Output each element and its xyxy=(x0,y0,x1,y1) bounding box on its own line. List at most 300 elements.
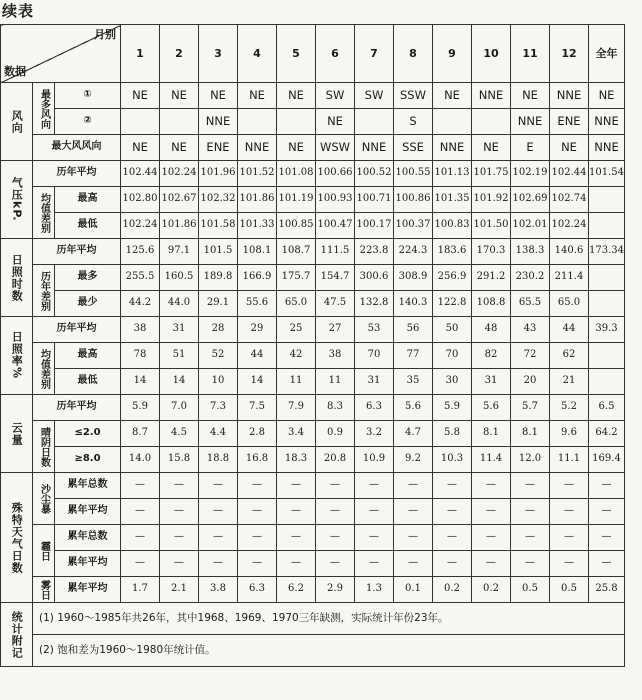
data-cell: — xyxy=(316,499,355,525)
data-cell: SW xyxy=(316,83,355,109)
data-cell: 8.1 xyxy=(472,421,511,447)
data-cell: 160.5 xyxy=(160,265,199,291)
data-cell: 140.3 xyxy=(394,291,433,317)
data-cell: 100.66 xyxy=(316,161,355,187)
row-sub-label: 最高 xyxy=(55,187,121,213)
data-cell: 77 xyxy=(394,343,433,369)
data-cell: 308.9 xyxy=(394,265,433,291)
data-cell: 102.80 xyxy=(121,187,160,213)
data-cell: NE xyxy=(160,83,199,109)
data-cell: 12.0 xyxy=(511,447,550,473)
data-cell: — xyxy=(277,551,316,577)
data-cell: 65.0 xyxy=(550,291,589,317)
data-cell: 21 xyxy=(550,369,589,395)
data-cell: NE xyxy=(433,83,472,109)
data-cell: 7.5 xyxy=(238,395,277,421)
row-sub-label: ≥8.0 xyxy=(55,447,121,473)
data-cell: 53 xyxy=(355,317,394,343)
row-group-label: 最多风向 xyxy=(33,83,55,135)
data-cell: — xyxy=(160,473,199,499)
data-cell: 56 xyxy=(394,317,433,343)
data-cell: — xyxy=(433,499,472,525)
data-cell: — xyxy=(472,551,511,577)
data-cell: 101.75 xyxy=(472,161,511,187)
data-cell: NE xyxy=(277,83,316,109)
data-cell: — xyxy=(355,551,394,577)
data-cell: 10 xyxy=(199,369,238,395)
data-cell: 230.2 xyxy=(511,265,550,291)
data-cell: 102.01 xyxy=(511,213,550,239)
data-cell: 65.0 xyxy=(277,291,316,317)
data-cell: 20.8 xyxy=(316,447,355,473)
table-row xyxy=(1,83,625,109)
data-cell: NNE xyxy=(550,83,589,109)
data-cell: 101.33 xyxy=(238,213,277,239)
month-header: 全年 xyxy=(589,25,625,83)
data-cell: 102.32 xyxy=(199,187,238,213)
data-cell: NE xyxy=(121,83,160,109)
data-cell: 183.6 xyxy=(433,239,472,265)
data-cell xyxy=(160,109,199,135)
data-cell: — xyxy=(160,525,199,551)
data-cell: 25 xyxy=(277,317,316,343)
data-cell: 82 xyxy=(472,343,511,369)
data-cell: 100.93 xyxy=(316,187,355,213)
section-label: 日照时数 xyxy=(1,239,33,317)
month-header: 8 xyxy=(394,25,433,83)
data-cell: — xyxy=(238,525,277,551)
month-header: 6 xyxy=(316,25,355,83)
data-cell: 0.2 xyxy=(472,577,511,603)
data-cell: 102.74 xyxy=(550,187,589,213)
data-cell: ENE xyxy=(550,109,589,135)
data-cell xyxy=(589,291,625,317)
data-cell: 102.24 xyxy=(550,213,589,239)
table-row xyxy=(1,239,625,265)
row-sub-label: 累年平均 xyxy=(55,499,121,525)
data-cell: — xyxy=(121,551,160,577)
data-cell: NNE xyxy=(433,135,472,161)
data-cell: NE xyxy=(238,83,277,109)
data-cell: 101.08 xyxy=(277,161,316,187)
data-cell: 51 xyxy=(160,343,199,369)
data-cell: 6.2 xyxy=(277,577,316,603)
data-cell: 5.7 xyxy=(511,395,550,421)
data-cell: — xyxy=(199,473,238,499)
data-cell: 18.8 xyxy=(199,447,238,473)
data-cell: 70 xyxy=(433,343,472,369)
data-cell: — xyxy=(121,499,160,525)
row-group-label: 沙尘暴 xyxy=(33,473,55,525)
table-row xyxy=(1,265,625,291)
table-row xyxy=(1,317,625,343)
data-cell: 44.2 xyxy=(121,291,160,317)
data-cell: 8.7 xyxy=(121,421,160,447)
climate-data-table xyxy=(0,24,625,667)
data-cell: 14 xyxy=(238,369,277,395)
data-cell: NNE xyxy=(511,109,550,135)
note-row xyxy=(1,603,625,635)
data-cell: 2.9 xyxy=(316,577,355,603)
data-cell: 1.3 xyxy=(355,577,394,603)
data-cell: 47.5 xyxy=(316,291,355,317)
data-cell: 3.4 xyxy=(277,421,316,447)
data-cell: — xyxy=(199,525,238,551)
data-cell: 39.3 xyxy=(589,317,625,343)
data-cell xyxy=(433,109,472,135)
data-cell: — xyxy=(238,473,277,499)
data-cell: — xyxy=(160,499,199,525)
data-cell: 11.1 xyxy=(550,447,589,473)
data-cell: 31 xyxy=(355,369,394,395)
month-header: 7 xyxy=(355,25,394,83)
data-cell: — xyxy=(355,525,394,551)
month-header: 3 xyxy=(199,25,238,83)
data-cell xyxy=(238,109,277,135)
data-cell: — xyxy=(121,473,160,499)
data-cell: 101.58 xyxy=(199,213,238,239)
data-cell: — xyxy=(394,525,433,551)
month-header: 1 xyxy=(121,25,160,83)
data-cell: 100.86 xyxy=(394,187,433,213)
row-group-label: 晴阴日数 xyxy=(33,421,55,473)
data-cell: — xyxy=(589,499,625,525)
data-cell: 102.67 xyxy=(160,187,199,213)
data-cell: NE xyxy=(472,135,511,161)
data-cell: 14 xyxy=(121,369,160,395)
data-label: 数据 xyxy=(4,65,26,79)
data-cell: NNE xyxy=(589,109,625,135)
data-cell: 5.2 xyxy=(550,395,589,421)
data-cell: 4.7 xyxy=(394,421,433,447)
month-header: 11 xyxy=(511,25,550,83)
table-row xyxy=(1,551,625,577)
row-label: 历年平均 xyxy=(33,239,121,265)
table-row xyxy=(1,187,625,213)
data-cell: 9.6 xyxy=(550,421,589,447)
data-cell: SSE xyxy=(394,135,433,161)
data-cell: 28 xyxy=(199,317,238,343)
data-cell: 44.0 xyxy=(160,291,199,317)
data-cell: 169.4 xyxy=(589,447,625,473)
data-cell: 3.8 xyxy=(199,577,238,603)
data-cell: 5.8 xyxy=(433,421,472,447)
row-group-label: 均值差别 xyxy=(33,187,55,239)
data-cell: 100.47 xyxy=(316,213,355,239)
section-label: 日照率% xyxy=(1,317,33,395)
data-cell xyxy=(121,109,160,135)
data-cell: 31 xyxy=(472,369,511,395)
data-cell: 38 xyxy=(316,343,355,369)
data-cell: ENE xyxy=(199,135,238,161)
data-cell: — xyxy=(433,473,472,499)
data-cell: — xyxy=(550,473,589,499)
data-cell: 9.2 xyxy=(394,447,433,473)
data-cell: 300.6 xyxy=(355,265,394,291)
data-cell: — xyxy=(199,499,238,525)
data-cell: 6.5 xyxy=(589,395,625,421)
data-cell: 10.9 xyxy=(355,447,394,473)
data-cell: 101.86 xyxy=(160,213,199,239)
data-cell: 4.5 xyxy=(160,421,199,447)
data-cell: — xyxy=(316,525,355,551)
data-cell: 170.3 xyxy=(472,239,511,265)
data-cell: 173.34 xyxy=(589,239,625,265)
data-cell: 101.86 xyxy=(238,187,277,213)
month-label: 月别 xyxy=(94,28,116,41)
data-cell: 2.1 xyxy=(160,577,199,603)
data-cell: 102.24 xyxy=(121,213,160,239)
data-cell: 100.71 xyxy=(355,187,394,213)
data-cell: — xyxy=(316,473,355,499)
data-cell: 8.1 xyxy=(511,421,550,447)
month-header: 4 xyxy=(238,25,277,83)
row-sub-label: 累年总数 xyxy=(55,473,121,499)
data-cell: 101.5 xyxy=(199,239,238,265)
table-row xyxy=(1,525,625,551)
data-cell: NE xyxy=(316,109,355,135)
data-cell: NNE xyxy=(472,83,511,109)
data-cell: 55.6 xyxy=(238,291,277,317)
data-cell: 15.8 xyxy=(160,447,199,473)
data-cell: 3.2 xyxy=(355,421,394,447)
data-cell: 31 xyxy=(160,317,199,343)
table-row xyxy=(1,343,625,369)
data-cell: 20 xyxy=(511,369,550,395)
data-cell: 11 xyxy=(316,369,355,395)
data-cell: 102.19 xyxy=(511,161,550,187)
data-cell xyxy=(277,109,316,135)
data-cell: 11 xyxy=(277,369,316,395)
data-cell: — xyxy=(121,525,160,551)
data-cell xyxy=(355,109,394,135)
data-cell: NE xyxy=(589,83,625,109)
data-cell: 101.35 xyxy=(433,187,472,213)
data-cell: 122.8 xyxy=(433,291,472,317)
table-row xyxy=(1,577,625,603)
data-cell: 7.3 xyxy=(199,395,238,421)
row-sub-label: ≤2.0 xyxy=(55,421,121,447)
data-cell: 101.92 xyxy=(472,187,511,213)
data-cell xyxy=(589,369,625,395)
data-cell: 102.44 xyxy=(550,161,589,187)
data-cell: 132.8 xyxy=(355,291,394,317)
note-line: (2) 饱和差为1960～1980年统计值。 xyxy=(33,635,625,667)
row-sub-label: 最低 xyxy=(55,213,121,239)
data-cell: — xyxy=(472,473,511,499)
data-cell: 0.5 xyxy=(511,577,550,603)
data-cell xyxy=(589,213,625,239)
data-cell: — xyxy=(355,473,394,499)
data-cell: 224.3 xyxy=(394,239,433,265)
row-label: 历年平均 xyxy=(33,161,121,187)
row-sub-label: 累年平均 xyxy=(55,551,121,577)
data-cell xyxy=(589,187,625,213)
data-cell: 48 xyxy=(472,317,511,343)
data-cell: — xyxy=(433,551,472,577)
data-cell: 102.24 xyxy=(160,161,199,187)
row-group-label: 历年差别 xyxy=(33,265,55,317)
data-cell: NE xyxy=(550,135,589,161)
data-cell: 1.7 xyxy=(121,577,160,603)
data-cell: 4.4 xyxy=(199,421,238,447)
data-cell: S xyxy=(394,109,433,135)
row-label: 历年平均 xyxy=(33,317,121,343)
data-cell: 100.85 xyxy=(277,213,316,239)
data-cell: 102.69 xyxy=(511,187,550,213)
data-cell: 6.3 xyxy=(355,395,394,421)
data-cell: 14.0 xyxy=(121,447,160,473)
section-label: 风向 xyxy=(1,83,33,161)
data-cell: 29.1 xyxy=(199,291,238,317)
data-cell xyxy=(589,265,625,291)
data-cell: NE xyxy=(199,83,238,109)
data-cell: 14 xyxy=(160,369,199,395)
data-cell: 175.7 xyxy=(277,265,316,291)
row-sub-label: 最高 xyxy=(55,343,121,369)
data-cell: 0.2 xyxy=(433,577,472,603)
data-cell xyxy=(472,109,511,135)
data-cell: 101.52 xyxy=(238,161,277,187)
data-cell: 211.4 xyxy=(550,265,589,291)
data-cell: 2.8 xyxy=(238,421,277,447)
notes-label: 统计附记 xyxy=(1,603,33,667)
row-group-label: 均值差别 xyxy=(33,343,55,395)
data-cell: 101.19 xyxy=(277,187,316,213)
data-cell: 100.55 xyxy=(394,161,433,187)
note-line: (1) 1960～1985年共26年，其中1968、1969、1970三年缺测，实际统计年份23年。 xyxy=(33,603,625,635)
data-cell: 154.7 xyxy=(316,265,355,291)
data-cell: 5.9 xyxy=(433,395,472,421)
data-cell: — xyxy=(394,499,433,525)
data-cell: SW xyxy=(355,83,394,109)
table-row xyxy=(1,109,625,135)
data-cell: 78 xyxy=(121,343,160,369)
data-cell: — xyxy=(511,551,550,577)
row-sub-label: ① xyxy=(55,83,121,109)
data-cell: 50 xyxy=(433,317,472,343)
data-cell: — xyxy=(355,499,394,525)
month-header: 10 xyxy=(472,25,511,83)
row-sub-label: ② xyxy=(55,109,121,135)
data-cell: 72 xyxy=(511,343,550,369)
section-label: 气压kP. xyxy=(1,161,33,239)
data-cell: 100.83 xyxy=(433,213,472,239)
data-cell: 65.5 xyxy=(511,291,550,317)
data-cell: 256.9 xyxy=(433,265,472,291)
data-cell: 111.5 xyxy=(316,239,355,265)
data-cell: 25.8 xyxy=(589,577,625,603)
data-cell: — xyxy=(511,473,550,499)
data-cell: 29 xyxy=(238,317,277,343)
note-row xyxy=(1,635,625,667)
month-header: 5 xyxy=(277,25,316,83)
data-cell: 255.5 xyxy=(121,265,160,291)
data-cell: 35 xyxy=(394,369,433,395)
data-cell: 6.3 xyxy=(238,577,277,603)
data-cell: 5.6 xyxy=(394,395,433,421)
data-cell: 101.13 xyxy=(433,161,472,187)
data-cell: — xyxy=(238,499,277,525)
data-cell: 101.50 xyxy=(472,213,511,239)
data-cell: 7.9 xyxy=(277,395,316,421)
data-cell: WSW xyxy=(316,135,355,161)
data-cell: SSW xyxy=(394,83,433,109)
row-group-label: 雾日 xyxy=(33,577,55,603)
data-cell: 44 xyxy=(238,343,277,369)
data-cell xyxy=(589,343,625,369)
row-label: 最大风风向 xyxy=(33,135,121,161)
data-cell: — xyxy=(316,551,355,577)
data-cell: 11.4 xyxy=(472,447,511,473)
table-row xyxy=(1,369,625,395)
data-cell: 8.3 xyxy=(316,395,355,421)
data-cell: 101.96 xyxy=(199,161,238,187)
row-sub-label: 最低 xyxy=(55,369,121,395)
data-cell: 44 xyxy=(550,317,589,343)
table-row xyxy=(1,135,625,161)
data-cell: 52 xyxy=(199,343,238,369)
data-cell: — xyxy=(277,525,316,551)
table-row xyxy=(1,395,625,421)
data-cell: 189.8 xyxy=(199,265,238,291)
data-cell: 70 xyxy=(355,343,394,369)
data-cell: — xyxy=(511,525,550,551)
data-cell: NE xyxy=(511,83,550,109)
data-cell: — xyxy=(199,551,238,577)
data-cell: 18.3 xyxy=(277,447,316,473)
data-cell: 27 xyxy=(316,317,355,343)
data-cell: 108.1 xyxy=(238,239,277,265)
data-cell: 291.2 xyxy=(472,265,511,291)
data-cell: NE xyxy=(160,135,199,161)
data-cell: 5.9 xyxy=(121,395,160,421)
data-cell: NNE xyxy=(589,135,625,161)
row-label: 历年平均 xyxy=(33,395,121,421)
data-cell: — xyxy=(160,551,199,577)
data-cell: — xyxy=(589,551,625,577)
data-cell: — xyxy=(277,473,316,499)
table-row xyxy=(1,213,625,239)
table-row xyxy=(1,421,625,447)
data-cell: — xyxy=(550,551,589,577)
data-cell: 64.2 xyxy=(589,421,625,447)
month-header: 12 xyxy=(550,25,589,83)
data-cell: 43 xyxy=(511,317,550,343)
data-cell: — xyxy=(511,499,550,525)
row-sub-label: 累年平均 xyxy=(55,577,121,603)
data-cell: 100.37 xyxy=(394,213,433,239)
data-cell: E xyxy=(511,135,550,161)
data-cell: — xyxy=(277,499,316,525)
data-cell: NE xyxy=(121,135,160,161)
data-cell: — xyxy=(589,525,625,551)
data-cell: NE xyxy=(277,135,316,161)
table-row xyxy=(1,499,625,525)
data-cell: 16.8 xyxy=(238,447,277,473)
header-row xyxy=(1,25,625,83)
table-row xyxy=(1,161,625,187)
data-cell: — xyxy=(589,473,625,499)
data-cell: 0.5 xyxy=(550,577,589,603)
data-cell: — xyxy=(550,499,589,525)
month-header: 9 xyxy=(433,25,472,83)
data-cell: 97.1 xyxy=(160,239,199,265)
row-sub-label: 累年总数 xyxy=(55,525,121,551)
row-group-label: 霾日 xyxy=(33,525,55,577)
row-sub-label: 最少 xyxy=(55,291,121,317)
data-cell: 62 xyxy=(550,343,589,369)
